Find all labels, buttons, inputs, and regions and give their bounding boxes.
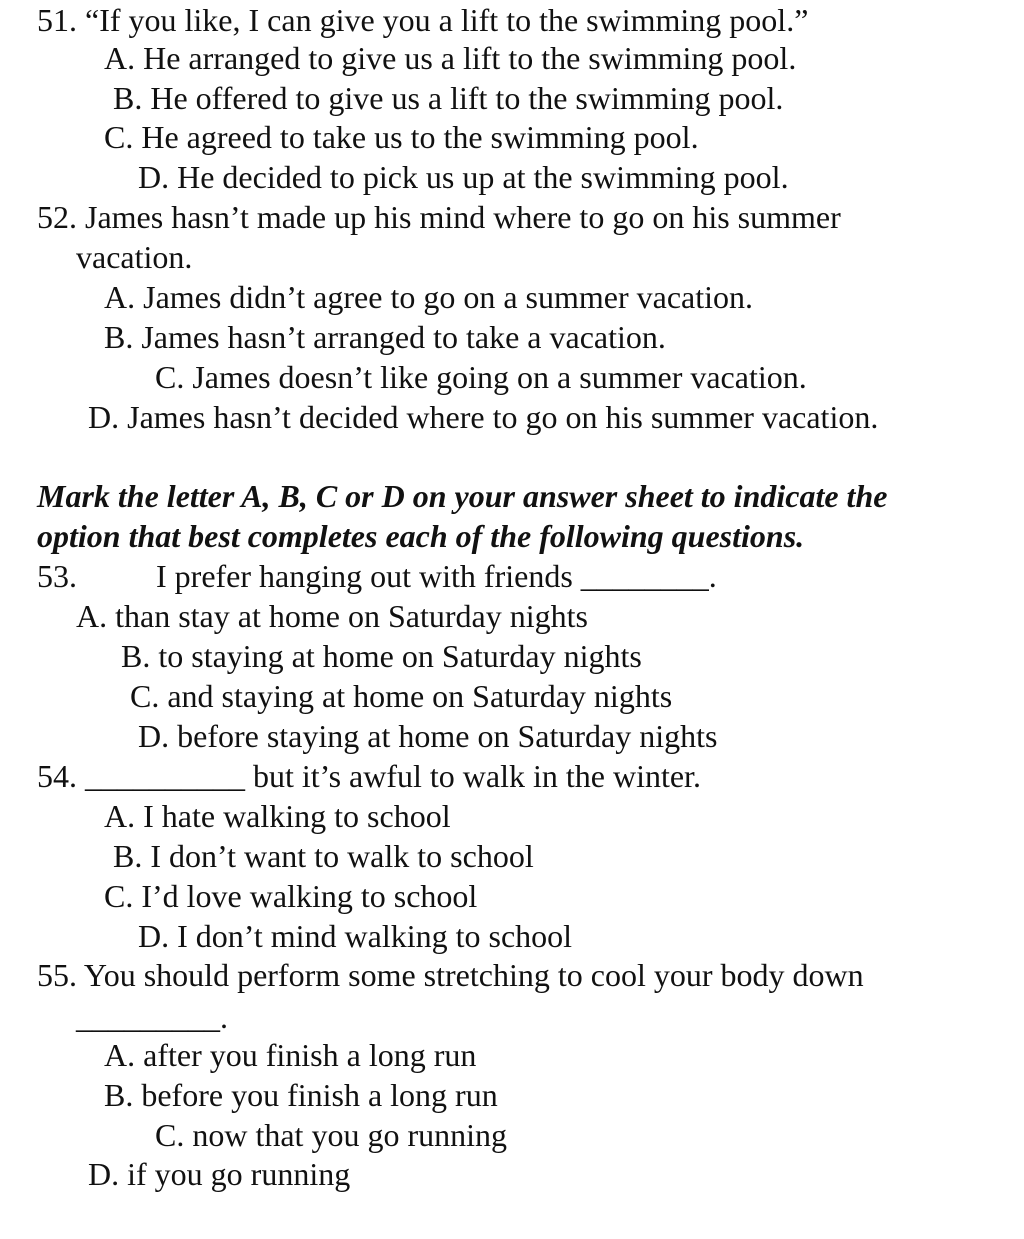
q52-option-d: D. James hasn’t decided where to go on his summer vacation. — [88, 399, 879, 435]
q55-option-a: A. after you finish a long run — [104, 1037, 477, 1073]
q53-option-d: D. before staying at home on Saturday nights — [138, 718, 718, 754]
q51-option-a: A. He arranged to give us a lift to the swimming pool. — [104, 40, 797, 76]
q54-stem: 54. __________ but it’s awful to walk in the winter. — [37, 758, 701, 794]
q55-stem-line2: _________. — [76, 999, 228, 1035]
q52-option-c: C. James doesn’t like going on a summer vacation. — [155, 359, 807, 395]
q51-option-d: D. He decided to pick us up at the swimming pool. — [138, 159, 789, 195]
q52-option-b: B. James hasn’t arranged to take a vacation. — [104, 319, 666, 355]
q53-number: 53. — [37, 558, 77, 594]
instructions-line1: Mark the letter A, B, C or D on your answer sheet to indicate the — [37, 478, 888, 514]
q53-option-c: C. and staying at home on Saturday nights — [130, 678, 673, 714]
q52-option-a: A. James didn’t agree to go on a summer vacation. — [104, 279, 754, 315]
q52-stem-line1: 52. James hasn’t made up his mind where to go on his summer — [37, 199, 841, 235]
q55-option-c: C. now that you go running — [155, 1117, 507, 1153]
q55-stem-line1: 55. You should perform some stretching to cool your body down — [37, 957, 864, 993]
q51-option-b: B. He offered to give us a lift to the swimming pool. — [113, 80, 784, 116]
q53-option-b: B. to staying at home on Saturday nights — [121, 638, 642, 674]
q54-option-d: D. I don’t mind walking to school — [138, 918, 573, 954]
q54-option-c: C. I’d love walking to school — [104, 878, 478, 914]
q53-option-a: A. than stay at home on Saturday nights — [76, 598, 588, 634]
q52-stem-line2: vacation. — [76, 239, 193, 275]
q55-option-d: D. if you go running — [88, 1156, 351, 1192]
q53-stem: I prefer hanging out with friends ________. — [156, 558, 717, 594]
instructions-line2: option that best completes each of the following questions. — [37, 518, 805, 554]
q51-option-c: C. He agreed to take us to the swimming pool. — [104, 119, 699, 155]
q54-option-a: A. I hate walking to school — [104, 798, 451, 834]
q54-option-b: B. I don’t want to walk to school — [113, 838, 534, 874]
q51-stem: 51. “If you like, I can give you a lift to the swimming pool.” — [37, 2, 809, 38]
q55-option-b: B. before you finish a long run — [104, 1077, 498, 1113]
